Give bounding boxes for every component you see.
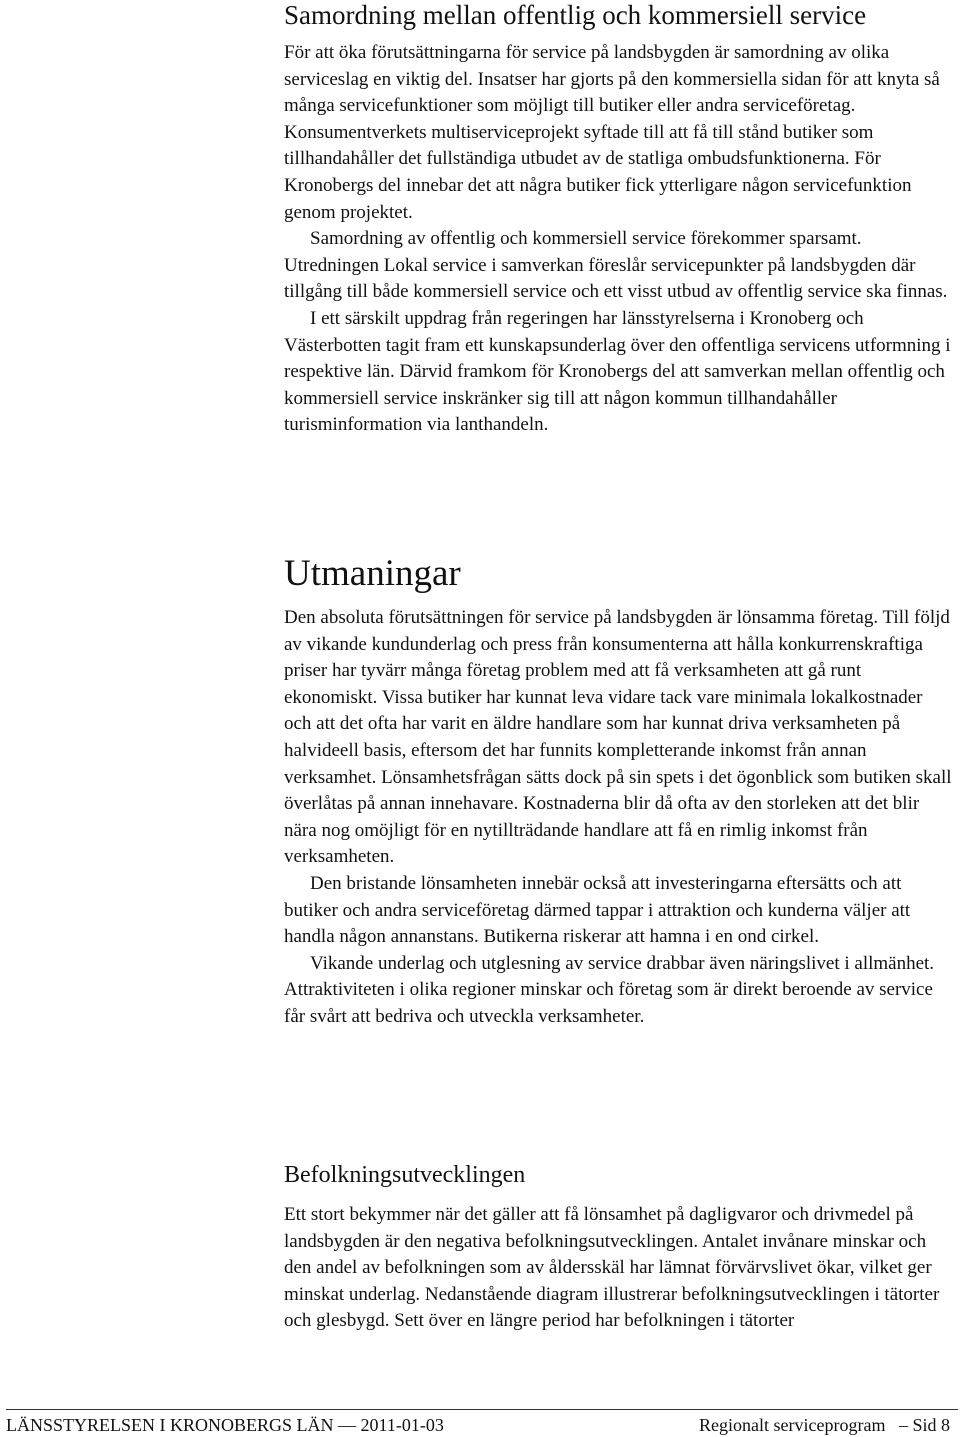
challenges-body xyxy=(284,605,954,1031)
section-body xyxy=(284,40,954,439)
paragraph: Ett stort bekymmer när det gäller att få lönsamhet på dagligvaror och drivmedel på landsbygden är den negativa befolkningsutvecklingen. Antalet invånare minskar och den andel av befolkningen som av åldersskäl har lämnat förvärvslivet ökar, vilket ger minskat underlag. Nedanstående diagram illustrerar befolkningsutvecklingen i tätorter och glesbygd. Sett över en längre period har befolkningen i tätorter xyxy=(284,1204,940,1332)
paragraph: För att öka förutsättningarna för service på landsbygden är samordning av olika serviceslag en viktig del. Insatser har gjorts på den kommersiella sidan för att knyta så många servicefunktioner som möjligt till butiker eller andra serviceföretag. Konsumentverkets multiserviceprojekt syftade till att få till stånd butiker som tillhandahåller det fullständiga utbudet av de statliga ombudsfunktionerna. För Kronobergs del innebar det att några butiker fick ytterligare någon servicefunktion genom projektet. xyxy=(284,42,940,223)
population-heading: Befolkningsutvecklingen xyxy=(284,1162,526,1188)
footer-divider xyxy=(6,1409,958,1410)
paragraph: I ett särskilt uppdrag från regeringen har länsstyrelserna i Kronoberg och Västerbotten tagit fram ett kunskapsunderlag över den offentliga servicens utformning i respektive län. Därvid framkom för Kronobergs del att samverkan mellan offentlig och kommersiell service inskränker sig till att någon kommun tillhandahåller turisminformation via lanthandeln. xyxy=(284,307,951,436)
footer-left-text: LÄNSSTYRELSEN I KRONOBERGS LÄN — 2011-01-03 xyxy=(6,1415,444,1435)
population-body xyxy=(284,1202,954,1335)
paragraph: Vikande underlag och utglesning av service drabbar även näringslivet i allmänhet. Attraktiviteten i olika regioner minskar och företag som är direkt beroende av service får svårt att bedriva och utveckla verksamheter. xyxy=(284,952,935,1027)
section-title: Samordning mellan offentlig och kommersiell service xyxy=(284,0,867,30)
paragraph: Samordning av offentlig och kommersiell service förekommer sparsamt. Utredningen Lokal service i samverkan föreslår servicepunkter på landsbygden där tillgång till både kommersiell service och ett visst utbud av offentlig service ska finnas. xyxy=(284,228,948,303)
footer-page-label: Regionalt serviceprogram – Sid 8 xyxy=(699,1415,950,1435)
challenges-heading: Utmaningar xyxy=(284,553,461,594)
paragraph: Den absoluta förutsättningen för service på landsbygden är lönsamma företag. Till följd av vikande kundunderlag och press från konsumenterna att hålla konkurrenskraftiga priser har tyvärr många företag problem med att få verksamheten att gå runt ekonomiskt. Vissa butiker har kunnat leva vidare tack vare minimala lokalkostnader och att det ofta har varit en äldre handlare som har kunnat driva verksamheten på halvideell basis, eftersom det har funnits kompletterande inkomst från annan verksamhet. Lönsamhetsfrågan sätts dock på sin spets i det ögonblick som butiken skall överlåtas på annan innehavare. Kostnaderna blir då ofta av den storleken att det blir nära nog omöjligt för en nytillträdande handlare att få en rimlig inkomst från verksamheten. xyxy=(284,607,952,868)
paragraph: Den bristande lönsamheten innebär också att investeringarna eftersätts och att butiker och andra serviceföretag därmed tappar i attraktion och kunderna väljer att handla någon annanstans. Butikerna riskerar att hamna i en ond cirkel. xyxy=(284,872,911,948)
